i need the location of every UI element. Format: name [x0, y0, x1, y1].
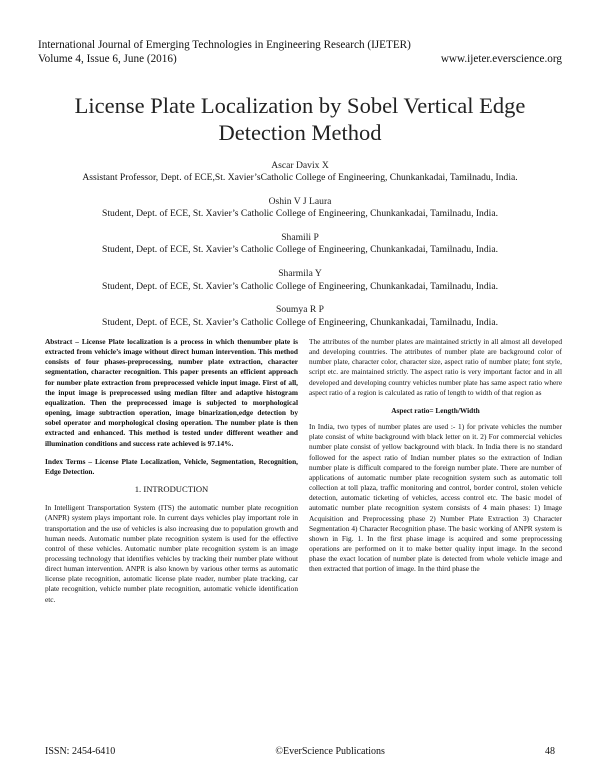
author-list	[30, 160, 570, 340]
page-footer	[45, 746, 555, 757]
aspect-ratio-formula: Aspect ratio= Length/Width	[391, 405, 480, 415]
author-affiliation: Student, Dept. of ECE, St. Xavier’s Catholic College of Engineering, Chunkankadai, Tamilnadu, India.	[102, 208, 498, 220]
body-paragraph: The attributes of the number plates are maintained strictly in all almost all developed and developing countries. The attributes of number plate are background color of number plate, character color, character size, aspect ratio of number plate; font style, script etc. are maintained strictly. The aspect ratio is very important factor and in all developed and developing country vehicles number plate has same aspect ratio where aspect ratio of a region is calculated as ratio of length to width of that region as	[309, 337, 562, 397]
author-name: Sharmila Y	[278, 268, 322, 280]
author-block	[30, 268, 570, 293]
author-affiliation: Student, Dept. of ECE, St. Xavier’s Catholic College of Engineering, Chunkankadai, Tamilnadu, India.	[102, 280, 498, 292]
author-affiliation: Student, Dept. of ECE, St. Xavier’s Catholic College of Engineering, Chunkankadai, Tamilnadu, India.	[102, 316, 498, 328]
author-block	[30, 304, 570, 329]
journal-website: www.ijeter.everscience.org	[440, 53, 562, 65]
author-block	[30, 196, 570, 221]
issn: ISSN: 2454-6410	[45, 746, 116, 757]
section-heading-introduction: 1. INTRODUCTION	[134, 484, 209, 495]
author-name: Ascar Davix X	[271, 160, 329, 171]
author-block	[30, 232, 570, 257]
right-column	[309, 337, 562, 574]
journal-name: International Journal of Emerging Technologies in Engineering Research (IJETER)	[38, 39, 411, 51]
author-name: Soumya R P	[276, 304, 324, 316]
volume-issue: Volume 4, Issue 6, June (2016)	[38, 53, 177, 65]
author-name: Shamili P	[281, 232, 319, 244]
paper-title: License Plate Localization by Sobel Vertical Edge Detection Method	[74, 93, 526, 145]
author-affiliation: Assistant Professor, Dept. of ECE,St. Xavier’sCatholic College of Engineering, Chunkankadai, Tamilnadu, India.	[82, 172, 518, 184]
author-block	[30, 160, 570, 185]
author-affiliation: Student, Dept. of ECE, St. Xavier’s Catholic College of Engineering, Chunkankadai, Tamilnadu, India.	[102, 244, 498, 256]
page-number: 48	[545, 746, 555, 757]
body-paragraph: In India, two types of number plates are used :- 1) for private vehicles the number plate consist of white background with black letter on it. 2) For commercial vehicles number plate consist of yellow background with black. In India there is no standard followed for the aspect ratio of Indian number plates so the extraction of Indian number plate is difficult compared to the foreign number plate. There are number of applications of automatic number plate recognition system such as automatic toll collection at toll plaza, traffic monitoring and control, border control, stolen vehicle detection, automatic ticketing of vehicles, access control etc. The basic model of automatic number plate recognition system consists of 4 main phases: 1) Image Acquisition and Preprocessing phase 2) Number Plate Extraction 3) Character Segmentation 4) Character Recognition phase. The basic working of ANPR system is shown in Fig. 1. In the first phase image is acquired and some preprocessing operations are performed on it to make better quality input image. In the second phase the exact location of number plate is detected from whole vehicle image and then extracted that portion of image. In the third phase the	[309, 422, 562, 574]
left-column	[45, 337, 298, 605]
intro-paragraph: In Intelligent Transportation System (ITS) the automatic number plate recognition (ANPR) system plays important role. In current days vehicles play important role in transportation and the use of vehicles is also increasing due to population growth and human needs. Automatic number plate recognition system is used for the effective control of these vehicles. Automatic number plate recognition system is an image processing technology that identifies vehicles by tracking their number plate without direct human intervention. ANPR is also known by various other terms as automatic license plate recognition, automatic license plate reader, number plate tracking, car plate recognition, vehicle number plate recognition, automatic vehicle identification etc.	[45, 503, 298, 604]
abstract: Abstract – License Plate localization is a process in which thenumber plate is extracted from vehicle’s image without direct human intervention. This method consists of four phases-preprocessing, number plate extraction, character segmentation, character recognition. This paper presents an efficient approach for number plate extraction from preprocessed vehicle input image. First of all, the input image is preprocessed using median filter and adaptive histogram equalization. Then the preprocessed image is subjected to morphological opening, image subtraction operation, image binarization,edge detection by sobel operator and morphological closing operation. The number plate is then extracted and enhanced. This method is tested under different weather and illumination conditions and success rate achieved is 97.14%.	[45, 337, 298, 448]
author-name: Oshin V J Laura	[268, 196, 332, 208]
header-line-2	[38, 52, 562, 66]
index-terms: Index Terms – License Plate Localization, Vehicle, Segmentation, Recognition, Edge Detection.	[45, 456, 298, 476]
publisher: ©EverScience Publications	[275, 746, 385, 757]
